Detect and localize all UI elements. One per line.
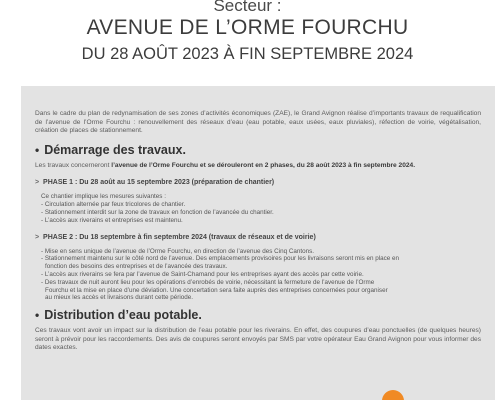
list-item: Ce chantier implique les mesures suivantes : [41, 193, 166, 201]
phase1-label: PHASE 1 : Du 28 août au 15 septembre 2023 (préparation de chantier) [43, 179, 275, 187]
section-title-text: Démarrage des travaux. [44, 142, 186, 157]
list-item: - Stationnement maintenu sur le côté nord de l’avenue. Des emplacements provisoires pour les livraisons seront mis en place en [41, 255, 400, 263]
content-inner [35, 110, 481, 353]
bullet-icon: • [35, 308, 40, 323]
water-line: ponctuelles (de quelques heures) seront à prévoir pour les raccordements. Des avis de coupures seront envoyés par SMS [35, 327, 481, 343]
intro-line: Dans le cadre du plan de redynamisation de ses zones d’activités économiques (ZAE), le Grand Avignon réalise [35, 110, 369, 117]
section-title-text: Distribution d’eau potable. [44, 308, 202, 323]
bullet-icon: • [35, 142, 40, 157]
section-title-water [35, 308, 481, 323]
lead-bold: l’avenue de l’Orme Fourchu et se dérouleront en 2 phases, du 28 août 2023 à fin septembre 2024. [111, 161, 416, 169]
list-item: - L’accès aux riverains et entreprises est maintenu. [41, 216, 183, 224]
chevron-right-icon: > [35, 233, 40, 241]
list-item: - Stationnement interdit sur la zone de travaux en fonction de l’avancée du chantier. [41, 208, 274, 216]
phase2-list [41, 248, 481, 303]
lead-text: Les travaux concerneront [35, 161, 112, 169]
intro-line: eaux usées, eaux pluviales), réfection de voirie, végétalisation, création de places de stationnement. [35, 118, 481, 135]
content-panel [21, 86, 495, 400]
phase2-label: PHASE 2 : Du 18 septembre à fin septembre 2024 (travaux de réseaux et de voirie) [43, 233, 316, 241]
section-title-start [35, 143, 481, 158]
list-item: fonction des besoins des entreprises et de l’avancée des travaux. [45, 263, 228, 271]
list-item: - Des travaux de nuit auront lieu pour les opérations d’enrobés de voirie, nécessitant la fermeture de l’avenue de l’Orme [41, 278, 375, 286]
water-line: par votre opérateur Eau Grand Avignon pour vous informer des dates exactes. [35, 335, 481, 352]
chevron-right-icon: > [35, 179, 40, 187]
list-item: au mieux les accès et livraisons durant cette période. [45, 294, 194, 302]
list-item: - Mise en sens unique de l’avenue de l’Orme Fourchu, en direction de l’avenue des Cinq Cantons. [41, 247, 315, 255]
phase2-heading [35, 233, 481, 242]
list-item: Fourchu et la mise en place d’une déviation. Une concertation sera faite auprès des entreprises concernées pour organiser [45, 286, 388, 294]
water-paragraph [35, 327, 481, 353]
list-item: - L’accès aux riverains se fera par l’avenue de Saint-Chamand pour les entreprises ayant des accès par cette voirie. [41, 270, 364, 278]
date-range: DU 28 AOÛT 2023 À FIN SEPTEMBRE 2024 [81, 45, 414, 63]
page-header [0, 0, 495, 86]
list-item: - Circulation alternée par feux tricolores de chantier. [41, 201, 186, 209]
water-line: Ces travaux vont avoir un impact sur la distribution de l’eau potable pour les riverains. En effet, des coupures d’eau [35, 327, 383, 335]
intro-line: d’importants travaux de requalification de l’avenue de l’Orme Fourchu : renouvellement des réseaux d’eau (eau potable, [35, 110, 481, 126]
intro-paragraph [35, 110, 481, 136]
phase1-list [41, 193, 481, 224]
sector-label: Secteur : [213, 0, 282, 15]
section1-lead [35, 162, 481, 171]
phase1-heading [35, 178, 481, 187]
page-title: AVENUE DE L’ORME FOURCHU [86, 16, 409, 39]
